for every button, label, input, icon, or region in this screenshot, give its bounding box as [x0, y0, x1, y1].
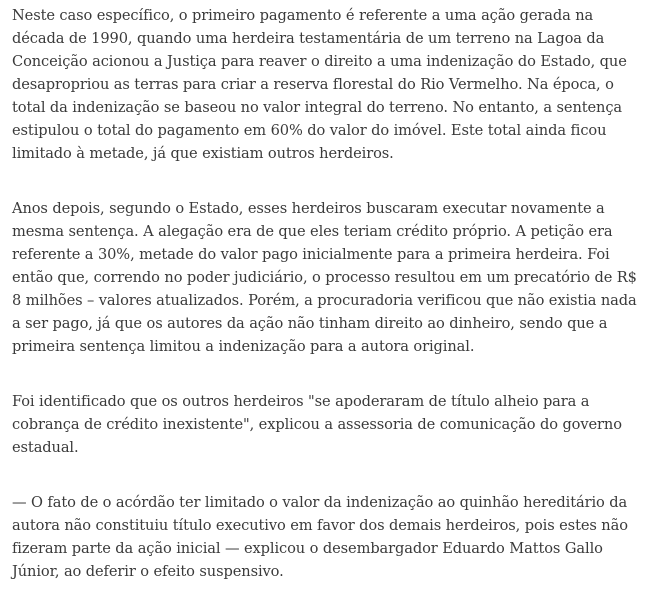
paragraph-other-heirs: Anos depois, segundo o Estado, esses herdeiros buscaram executar novamente a mesma sentença. A alegação era de que eles teriam crédito próprio. A petição era referente a 30%, metade do valor pago inicialmente para a primeira herdeira. Foi então que, correndo no poder judiciário, o processo resultou em um precatório de R$ 8 milhões – valores atualizados. Porém, a procuradoria verificou que não existia nada a ser pago, já que os autores da ação não tinham direito ao dinheiro, sendo que a primeira sentença limitou a indenização para a autora original. [12, 200, 637, 355]
paragraph-government-statement: Foi identificado que os outros herdeiros "se apoderaram de título alheio para a cobrança de crédito inexistente", explicou a assessoria de comunicação do governo estadual. [12, 393, 622, 456]
paragraph-first-payment: Neste caso específico, o primeiro pagamento é referente a uma ação gerada na década de 1990, quando uma herdeira testamentária de um terreno na Lagoa da Conceição acionou a Justiça para reaver o direito a uma indenização do Estado, que desapropriou as terras para criar a reserva florestal do Rio Vermelho. Na época, o total da indenização se baseou no valor integral do terreno. No entanto, a sentença estipulou o total do pagamento em 60% do valor do imóvel. Este total ainda ficou limitado à metade, já que existiam outros herdeiros. [12, 7, 627, 162]
paragraph-judge-quote: — O fato de o acórdão ter limitado o valor da indenização ao quinhão hereditário da autora não constituiu título executivo em favor dos demais herdeiros, pois estes não fizeram parte da ação inicial — explicou o desembargador Eduardo Mattos Gallo Júnior, ao deferir o efeito suspensivo. [12, 494, 628, 580]
